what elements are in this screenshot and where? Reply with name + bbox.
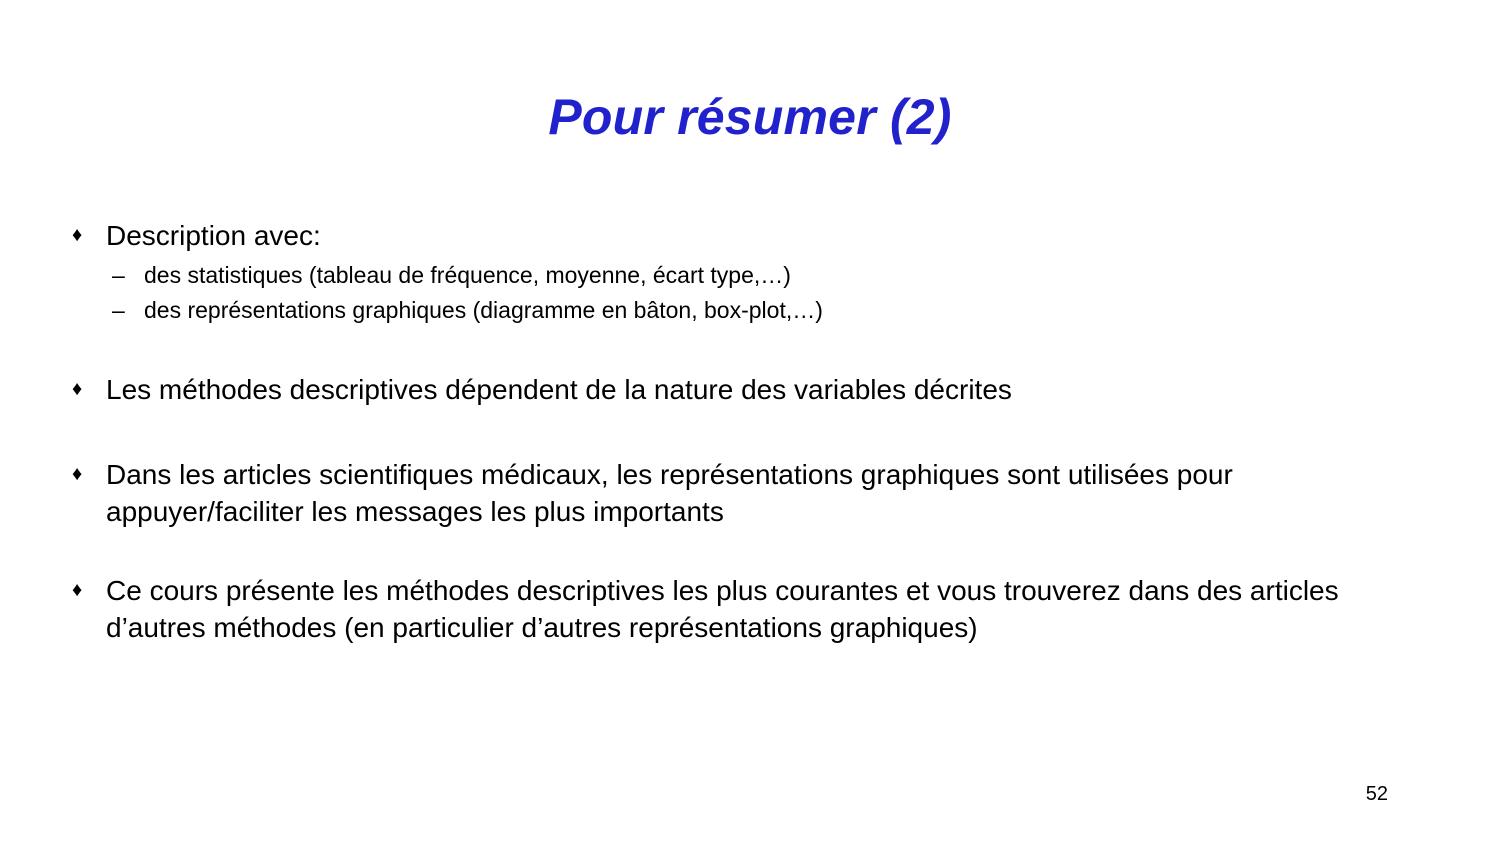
diamond-bullet-icon: ♦ <box>72 224 83 246</box>
list-item <box>72 372 1432 409</box>
list-item-label: des statistiques (tableau de fréquence, moyenne, écart type,…) <box>144 261 791 288</box>
spacer <box>72 535 1432 573</box>
list-item <box>112 294 1432 327</box>
spacer <box>72 413 1432 457</box>
list-item <box>72 218 1432 255</box>
list-item <box>72 457 1432 531</box>
spacer <box>72 328 1432 372</box>
slide-body <box>72 218 1432 651</box>
diamond-bullet-icon: ♦ <box>72 579 83 602</box>
page-title: Pour résumer (2) <box>548 89 952 145</box>
list-item-label: des représentations graphiques (diagramme en bâton, box-plot,…) <box>144 296 823 323</box>
list-item-label: Ce cours présente les méthodes descriptives les plus courantes et vous trouverez dans des articles d’autres méthodes (en particulier d’autres représentations graphiques) <box>106 575 1339 644</box>
page-number: 52 <box>1365 783 1388 805</box>
diamond-bullet-icon: ♦ <box>72 378 83 401</box>
list-item <box>72 573 1432 647</box>
list-item-label: Description avec: <box>106 220 321 251</box>
diamond-bullet-icon: ♦ <box>72 463 83 486</box>
list-item <box>112 259 1432 292</box>
list-item-label: Les méthodes descriptives dépendent de la nature des variables décrites <box>106 374 1012 406</box>
dash-bullet-icon: – <box>112 296 125 323</box>
sub-list <box>72 259 1432 326</box>
list-item-label: Dans les articles scientifiques médicaux, les représentations graphiques sont utilisées pour appuyer/faciliter les messages les plus importants <box>106 459 1233 528</box>
dash-bullet-icon: – <box>112 261 125 288</box>
